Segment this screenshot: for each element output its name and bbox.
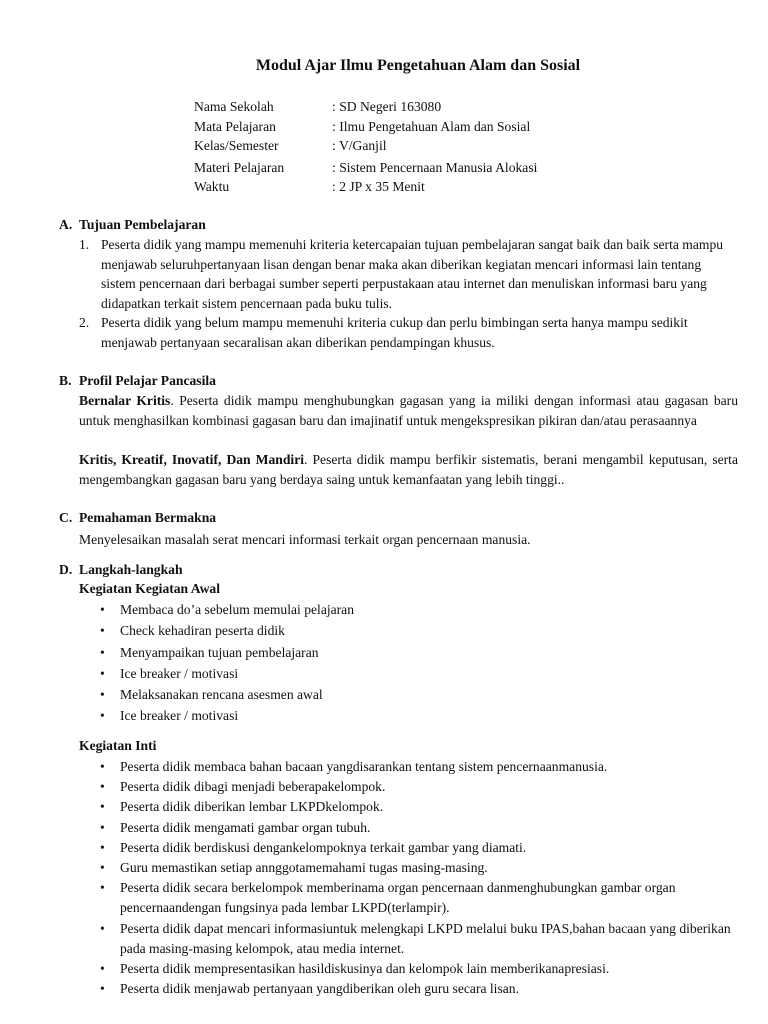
section-d-title: Langkah-langkah <box>79 562 183 577</box>
list-item: • Peserta didik membaca bahan bacaan yangdisarankan tentang sistem pencernaanmanusia. <box>100 757 740 777</box>
profile-paragraph-2 <box>79 450 738 489</box>
list-item: • Peserta didik berdiskusi denganke​lompoknya terkait gambar yang diamati. <box>100 838 740 858</box>
list-item: • Peserta didik secara berkelompok memberinama organ pencernaan danmenghubungkan gambar organ pencernaandengan fungsinya pada lembar LKPD(terlampir). <box>100 878 740 918</box>
section-a-letter: A. <box>59 217 73 232</box>
profile-paragraph-1 <box>79 391 738 430</box>
list-item: • Guru memastikan setiap annggotamemahami tugas masing-masing. <box>100 858 740 878</box>
list-item: • Melaksanakan rencana asesmen awal <box>100 684 740 705</box>
section-a-title: Tujuan Pembelajaran <box>79 217 206 232</box>
list-item: • Check kehadiran peserta didik <box>100 620 740 641</box>
kegiatan-awal-list <box>100 599 740 727</box>
info-value: : V/Ganjil <box>332 136 387 156</box>
info-label: Nama Sekolah <box>194 99 274 114</box>
profile-term: Kritis, Kreatif, Inovatif, Dan Mandiri <box>79 452 305 467</box>
document-title: Modul Ajar Ilmu Pengetahuan Alam dan Sosial <box>255 57 581 74</box>
list-item: • Ice breaker / motivasi <box>100 663 740 684</box>
section-c-title: Pemahaman Bermakna <box>79 510 217 525</box>
section-b-letter: B. <box>59 373 72 388</box>
profile-description: . Peserta didik mampu menghubungkan gagasan yang ia miliki dengan informasi atau gagasan baru untuk menghasilkan kombinasi gagasan baru dan imajinatif untuk mengekspresikan pikiran dan/atau perasaannya <box>79 393 738 428</box>
section-c-letter: C. <box>59 510 73 525</box>
info-value: : Ilmu Pengetahuan Alam dan Sosial <box>332 117 530 137</box>
list-item: • Peserta didik dapat mencari informasiuntuk melengkapi LKPD melalui buku IPAS,bahan bacaan yang diberikan pada masing-masing kelompok, atau media internet. <box>100 919 740 959</box>
info-label: Materi Pelajaran <box>194 160 285 175</box>
list-item: • Membaca do’a sebelum memulai pelajaran <box>100 599 740 620</box>
item-text: Peserta didik yang mampu memenuhi kriteria ketercapaian tujuan pembelajaran sangat baik dan baik serta mampu menjawab seluruhpertanyaan lisan dengan benar maka akan diberikan kegiatan mencari informasi lain tentang sistem pencernaan dari berbagai sumber seperti perpustakaan atau internet dan menuliskan informasi baru yang didapatkan terkait sistem pencernaan pada buku tulis. <box>101 237 724 311</box>
info-value: : SD Negeri 163080 <box>332 97 441 117</box>
info-value: : Sistem Pencernaan Manusia Alokasi <box>332 158 537 178</box>
list-item: • Peserta didik mengamati gambar organ tubuh. <box>100 818 740 838</box>
info-label: Kelas/Semester <box>194 138 279 153</box>
numbered-item <box>79 313 739 352</box>
info-label: Waktu <box>194 179 230 194</box>
profile-description: . Peserta didik mampu berfikir sistematis, berani mengambil keputusan, serta mengembangkan gagasan baru yang berdaya saing untuk kemanfaatan yang lebih tinggi.. <box>79 452 738 487</box>
info-value: : 2 JP x 35 Menit <box>332 177 425 197</box>
profile-term: Bernalar Kritis <box>79 393 171 408</box>
list-item: • Peserta didik menjawab pertanyaan yangdiberikan oleh guru secara lisan. <box>100 979 740 999</box>
meaningful-understanding-text: Menyelesaikan masalah serat mencari informasi terkait organ pencernaan manusia. <box>79 532 531 547</box>
list-item: • Peserta didik dibagi menjadi beberapakelompok. <box>100 777 740 797</box>
list-item: • Peserta didik mempresentasikan hasildiskusinya dan kelompok lain memberikanapresiasi. <box>100 959 740 979</box>
section-d-letter: D. <box>59 562 73 577</box>
kegiatan-awal-heading: Kegiatan Kegiatan Awal <box>79 581 220 596</box>
list-item: • Peserta didik diberikan lembar LKPDkelompok. <box>100 797 740 817</box>
kegiatan-inti-list <box>100 757 740 999</box>
item-number: 2. <box>79 315 90 330</box>
item-number: 1. <box>79 237 90 252</box>
kegiatan-inti-heading: Kegiatan Inti <box>79 738 157 753</box>
list-item: • Menyampaikan tujuan pembelajaran <box>100 642 740 663</box>
section-b-title: Profil Pelajar Pancasila <box>79 373 216 388</box>
numbered-item <box>79 235 739 313</box>
item-text: Peserta didik yang belum mampu memenuhi kriteria cukup dan perlu bimbingan serta hanya mampu sedikit menjawab pertanyaan secaralisan akan diberikan pendampingan khusus. <box>101 315 688 350</box>
info-label: Mata Pelajaran <box>194 119 276 134</box>
list-item: • Ice breaker / motivasi <box>100 705 740 726</box>
